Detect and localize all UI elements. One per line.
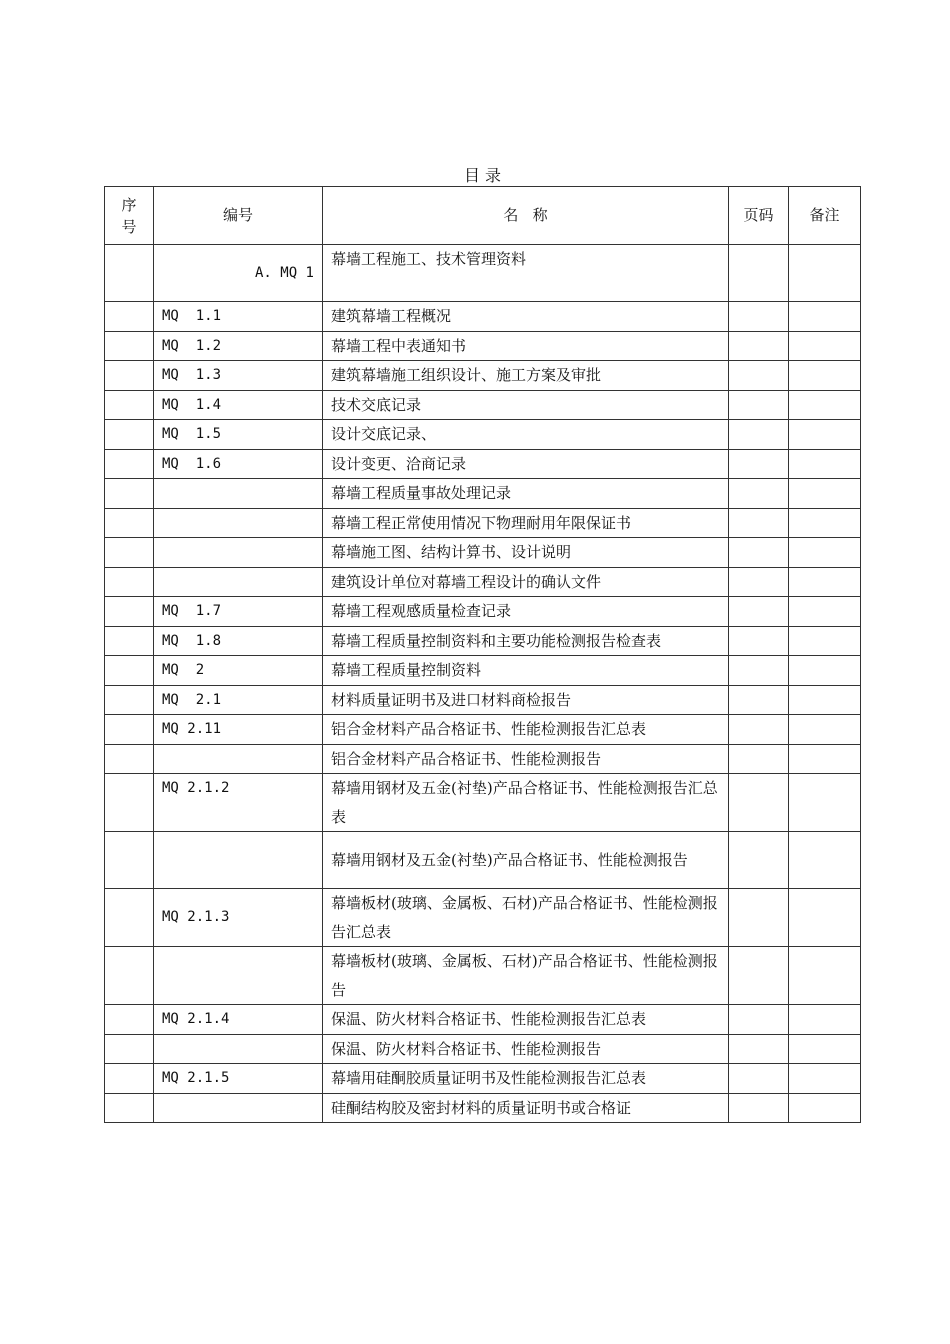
table-row: [105, 508, 861, 538]
row-code: MQ 2.11: [154, 715, 323, 745]
table-row: [105, 715, 861, 745]
table-row: [105, 479, 861, 509]
row-seq: [105, 302, 154, 332]
row-page: [729, 420, 789, 450]
row-remark: [789, 1064, 861, 1094]
row-code: MQ 1.8: [154, 626, 323, 656]
row-seq: [105, 245, 154, 302]
table-row: [105, 449, 861, 479]
row-code: MQ 1.2: [154, 331, 323, 361]
row-page: [729, 1034, 789, 1064]
row-seq: [105, 361, 154, 391]
row-code: MQ 1.4: [154, 390, 323, 420]
table-row: [105, 774, 861, 832]
row-name: 幕墙工程正常使用情况下物理耐用年限保证书: [323, 508, 729, 538]
row-remark: [789, 449, 861, 479]
row-remark: [789, 1034, 861, 1064]
row-page: [729, 390, 789, 420]
row-page: [729, 1005, 789, 1035]
row-seq: [105, 1005, 154, 1035]
row-page: [729, 567, 789, 597]
row-seq: [105, 774, 154, 832]
toc-table: [104, 186, 861, 1123]
table-row: [105, 832, 861, 889]
row-page: [729, 449, 789, 479]
table-row: [105, 685, 861, 715]
row-name: 幕墙工程质量控制资料和主要功能检测报告检查表: [323, 626, 729, 656]
row-remark: [789, 947, 861, 1005]
row-remark: [789, 1093, 861, 1123]
row-seq: [105, 889, 154, 947]
row-name: 铝合金材料产品合格证书、性能检测报告汇总表: [323, 715, 729, 745]
row-page: [729, 774, 789, 832]
row-name: 铝合金材料产品合格证书、性能检测报告: [323, 744, 729, 774]
table-row: [105, 626, 861, 656]
row-page: [729, 245, 789, 302]
row-seq: [105, 947, 154, 1005]
row-remark: [789, 361, 861, 391]
row-remark: [789, 508, 861, 538]
row-name: 硅酮结构胶及密封材料的质量证明书或合格证: [323, 1093, 729, 1123]
row-seq: [105, 597, 154, 627]
row-page: [729, 626, 789, 656]
row-name: 保温、防火材料合格证书、性能检测报告: [323, 1034, 729, 1064]
row-remark: [789, 420, 861, 450]
table-row: [105, 1034, 861, 1064]
row-page: [729, 479, 789, 509]
row-seq: [105, 685, 154, 715]
table-row: [105, 947, 861, 1005]
row-code: MQ 1.1: [154, 302, 323, 332]
row-remark: [789, 390, 861, 420]
row-code: [154, 508, 323, 538]
row-remark: [789, 538, 861, 568]
header-seq-text: 序号: [121, 195, 137, 236]
row-code: MQ 2.1.5: [154, 1064, 323, 1094]
row-code: MQ 1.6: [154, 449, 323, 479]
row-name: 幕墙工程观感质量检查记录: [323, 597, 729, 627]
row-seq: [105, 744, 154, 774]
table-row: [105, 420, 861, 450]
row-seq: [105, 1034, 154, 1064]
row-remark: [789, 479, 861, 509]
row-seq: [105, 715, 154, 745]
table-row: [105, 567, 861, 597]
toc-body: [105, 245, 861, 1123]
row-name: 设计变更、洽商记录: [323, 449, 729, 479]
row-name: 建筑设计单位对幕墙工程设计的确认文件: [323, 567, 729, 597]
header-seq: [105, 187, 154, 245]
row-seq: [105, 508, 154, 538]
row-seq: [105, 538, 154, 568]
header-remark: 备注: [789, 187, 861, 245]
row-page: [729, 597, 789, 627]
row-remark: [789, 1005, 861, 1035]
row-page: [729, 832, 789, 889]
row-remark: [789, 597, 861, 627]
page-title-text: 目 录: [463, 166, 502, 185]
header-row: [105, 187, 861, 245]
table-row: [105, 331, 861, 361]
row-code: [154, 538, 323, 568]
row-page: [729, 685, 789, 715]
row-code: [154, 567, 323, 597]
row-code: [154, 1093, 323, 1123]
row-page: [729, 715, 789, 745]
row-name: 建筑幕墙施工组织设计、施工方案及审批: [323, 361, 729, 391]
table-row: [105, 538, 861, 568]
row-name: 保温、防火材料合格证书、性能检测报告汇总表: [323, 1005, 729, 1035]
table-row: [105, 1064, 861, 1094]
row-remark: [789, 832, 861, 889]
row-name: 幕墙工程质量事故处理记录: [323, 479, 729, 509]
row-code: A. MQ 1: [154, 245, 323, 302]
row-page: [729, 1064, 789, 1094]
row-page: [729, 331, 789, 361]
table-row: [105, 597, 861, 627]
table-row: [105, 302, 861, 332]
row-name: 设计交底记录、: [323, 420, 729, 450]
row-remark: [789, 685, 861, 715]
row-seq: [105, 390, 154, 420]
row-page: [729, 538, 789, 568]
row-name: 幕墙板材(玻璃、金属板、石材)产品合格证书、性能检测报告: [323, 947, 729, 1005]
header-page: 页码: [729, 187, 789, 245]
row-seq: [105, 331, 154, 361]
row-name: 幕墙用钢材及五金(衬垫)产品合格证书、性能检测报告: [323, 832, 729, 889]
page-title: [0, 163, 950, 186]
row-name: 材料质量证明书及进口材料商检报告: [323, 685, 729, 715]
row-remark: [789, 626, 861, 656]
row-code: MQ 2.1.4: [154, 1005, 323, 1035]
row-code: [154, 744, 323, 774]
row-seq: [105, 479, 154, 509]
row-code: [154, 479, 323, 509]
table-row: [105, 889, 861, 947]
row-remark: [789, 245, 861, 302]
row-code: MQ 1.5: [154, 420, 323, 450]
row-seq: [105, 567, 154, 597]
row-remark: [789, 889, 861, 947]
row-remark: [789, 302, 861, 332]
row-remark: [789, 331, 861, 361]
table-row: [105, 390, 861, 420]
row-seq: [105, 626, 154, 656]
row-page: [729, 302, 789, 332]
row-seq: [105, 656, 154, 686]
row-code: MQ 2.1.3: [154, 889, 323, 947]
row-page: [729, 508, 789, 538]
row-remark: [789, 774, 861, 832]
row-remark: [789, 715, 861, 745]
row-seq: [105, 1064, 154, 1094]
row-name: 幕墙工程中表通知书: [323, 331, 729, 361]
table-row: [105, 656, 861, 686]
row-page: [729, 889, 789, 947]
header-code: 编号: [154, 187, 323, 245]
row-name: 建筑幕墙工程概况: [323, 302, 729, 332]
row-code: MQ 1.3: [154, 361, 323, 391]
row-name: 幕墙工程质量控制资料: [323, 656, 729, 686]
row-code: MQ 1.7: [154, 597, 323, 627]
table-row: [105, 744, 861, 774]
header-name: 名 称: [323, 187, 729, 245]
row-remark: [789, 744, 861, 774]
table-row: [105, 1093, 861, 1123]
row-page: [729, 947, 789, 1005]
row-remark: [789, 567, 861, 597]
table-row: [105, 1005, 861, 1035]
row-code: MQ 2.1: [154, 685, 323, 715]
table-row: [105, 361, 861, 391]
row-name: 幕墙施工图、结构计算书、设计说明: [323, 538, 729, 568]
row-seq: [105, 832, 154, 889]
table-row: [105, 245, 861, 302]
row-code: MQ 2.1.2: [154, 774, 323, 832]
row-seq: [105, 449, 154, 479]
row-page: [729, 361, 789, 391]
row-page: [729, 656, 789, 686]
row-name: 技术交底记录: [323, 390, 729, 420]
row-name: 幕墙工程施工、技术管理资料: [323, 245, 729, 302]
row-seq: [105, 420, 154, 450]
row-remark: [789, 656, 861, 686]
row-name: 幕墙用硅酮胶质量证明书及性能检测报告汇总表: [323, 1064, 729, 1094]
row-code: [154, 947, 323, 1005]
row-code: [154, 1034, 323, 1064]
row-seq: [105, 1093, 154, 1123]
row-page: [729, 744, 789, 774]
row-page: [729, 1093, 789, 1123]
row-code: MQ 2: [154, 656, 323, 686]
row-code: [154, 832, 323, 889]
row-name: 幕墙板材(玻璃、金属板、石材)产品合格证书、性能检测报告汇总表: [323, 889, 729, 947]
row-name: 幕墙用钢材及五金(衬垫)产品合格证书、性能检测报告汇总表: [323, 774, 729, 832]
